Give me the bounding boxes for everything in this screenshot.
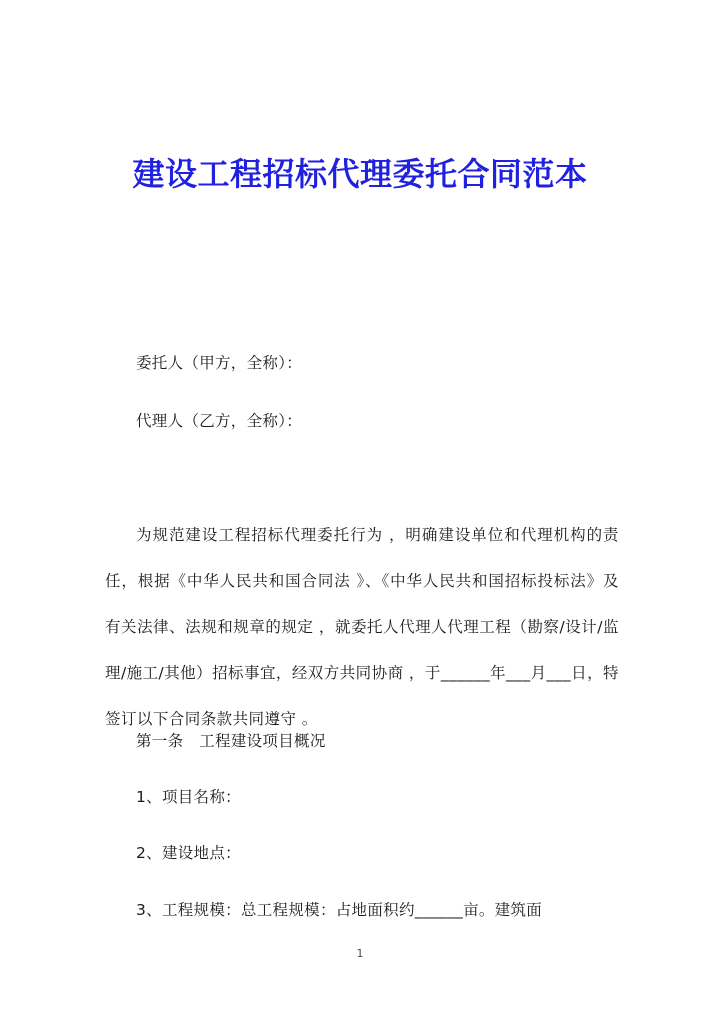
clause-one-number: 第一条 <box>136 732 184 750</box>
agent-party-label: 代理人（乙方，全称）： <box>136 412 303 430</box>
clause-one-title: 工程建设项目概况 <box>199 732 326 750</box>
preamble-paragraph <box>105 512 619 742</box>
page-title: 建设工程招标代理委托合同范本 <box>132 155 588 193</box>
list-item: 1、项目名称： <box>136 788 241 806</box>
page-number: 1 <box>356 947 364 960</box>
list-item: 3、工程规模：总工程规模：占地面积约______亩。建筑面 <box>136 901 543 919</box>
client-party-label: 委托人（甲方，全称）： <box>136 354 303 372</box>
clause-one-heading <box>105 730 619 752</box>
preamble-text: 为规范建设工程招标代理委托行为 ，明确建设单位和代理机构的责任，根据《中华人民共和国合同法 》、《中华人民共和国招标投标法》及有关法律、法规和规章的规定 ，就委托人代理人代理工程（勘察/设计/监理/施工/其他）招标事宜，经双方共同协商 ，于______年___月___日，特签订以下合同条款共同遵守 。 <box>105 526 619 728</box>
list-item: 2、建设地点： <box>136 844 241 862</box>
